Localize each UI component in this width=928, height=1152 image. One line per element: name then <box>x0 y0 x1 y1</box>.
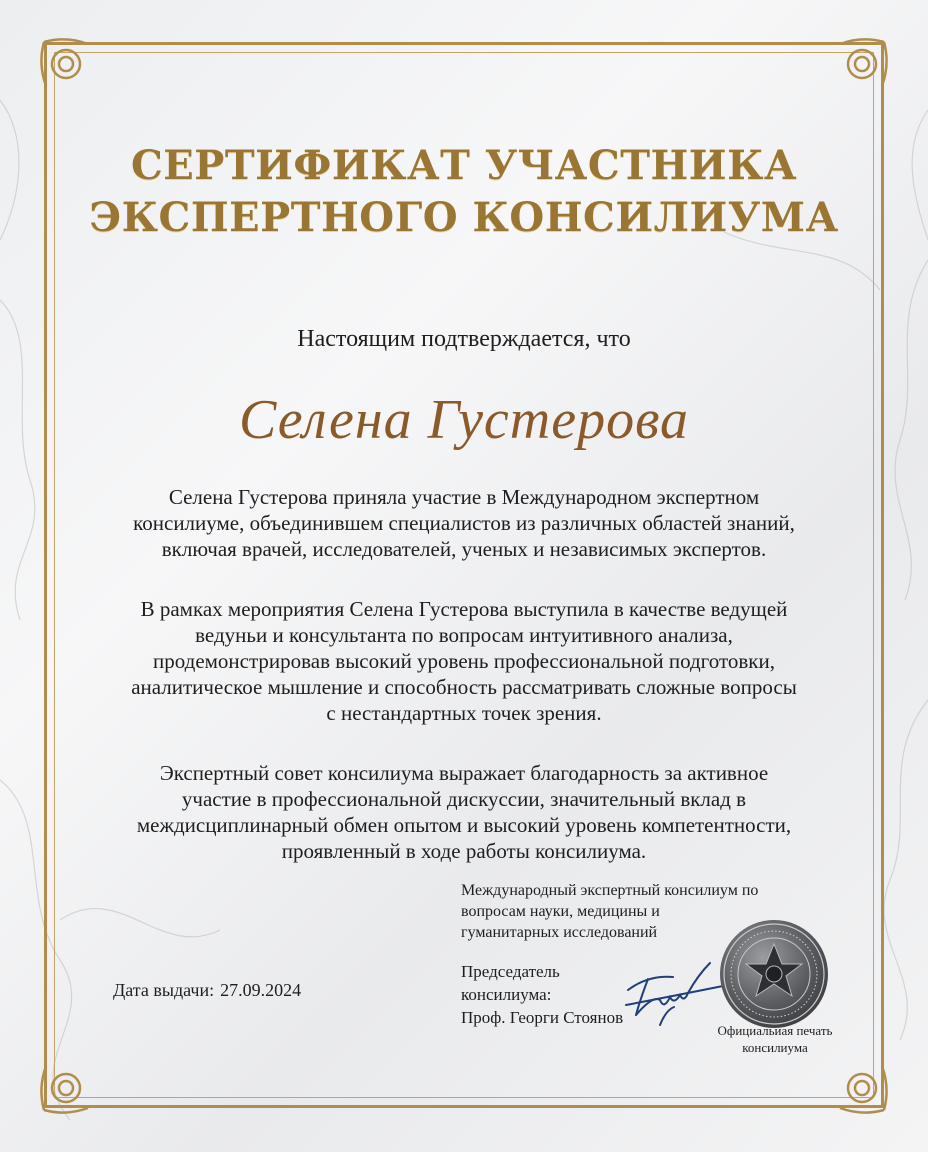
seal-caption-line: Официальиая печать <box>717 1023 833 1038</box>
paragraph-line: Экспертный совет консилиума выражает благодарность за активное <box>159 761 769 785</box>
paragraph-line: с нестандартных точек зрения. <box>326 701 602 725</box>
corner-ornament-bottom-right <box>822 1048 892 1118</box>
paragraph-line: консилиуме, объединившем специалистов из различных областей знаний, <box>133 511 795 535</box>
intro-text: Настоящим подтверждается, что <box>297 326 631 352</box>
paragraph-participation <box>90 484 838 562</box>
corner-ornament-top-left <box>36 34 106 104</box>
paragraph-line: ведуньи и консультанта по вопросам интуитивного анализа, <box>195 623 733 647</box>
issue-date-value: 27.09.2024 <box>220 980 302 1000</box>
corner-ornament-bottom-left <box>36 1048 106 1118</box>
paragraph-line: включая врачей, исследователей, ученых и независимых экспертов. <box>161 537 767 561</box>
issuer-line: гуманитарных исследований <box>461 924 658 941</box>
paragraph-line: участие в профессиональной дискуссии, значительный вклад в <box>181 787 747 811</box>
seal-caption <box>700 1022 850 1056</box>
paragraph-line: проявленный в ходе работы консилиума. <box>281 839 647 863</box>
issuer-line: вопросам науки, медицины и <box>461 903 660 920</box>
paragraph-role <box>90 596 838 726</box>
paragraph-gratitude <box>90 760 838 864</box>
issuer-line: Международный экспертный консилиум по <box>461 882 759 899</box>
chair-line: консилиума: <box>461 985 552 1004</box>
official-seal-icon <box>718 918 830 1030</box>
title-line: ЭКСПЕРТНОГО КОНСИЛИУМА <box>89 194 839 241</box>
paragraph-line: междисциплинарный обмен опытом и высокий уровень компетентности, <box>136 813 792 837</box>
chair-name: Проф. Георги Стоянов <box>461 1008 624 1027</box>
paragraph-line: аналитическое мышление и способность рассматривать сложные вопросы <box>131 675 797 699</box>
recipient-name: Селена Густерова <box>238 389 690 451</box>
paragraph-line: продемонстрировав высокий уровень профессиональной подготовки, <box>153 649 775 673</box>
paragraph-line: В рамках мероприятия Селена Густерова выступила в качестве ведущей <box>140 597 788 621</box>
paragraph-line: Селена Густерова приняла участие в Международном экспертном <box>168 485 760 509</box>
corner-ornament-top-right <box>822 34 892 104</box>
chair-line: Председатель <box>461 962 560 981</box>
issue-date-label: Дата выдачи: <box>113 980 215 1000</box>
seal-caption-line: консилиума <box>742 1040 808 1055</box>
certificate-title <box>60 140 868 244</box>
issue-date <box>113 980 307 1001</box>
title-line: СЕРТИФИКАТ УЧАСТНИКА <box>130 142 798 189</box>
